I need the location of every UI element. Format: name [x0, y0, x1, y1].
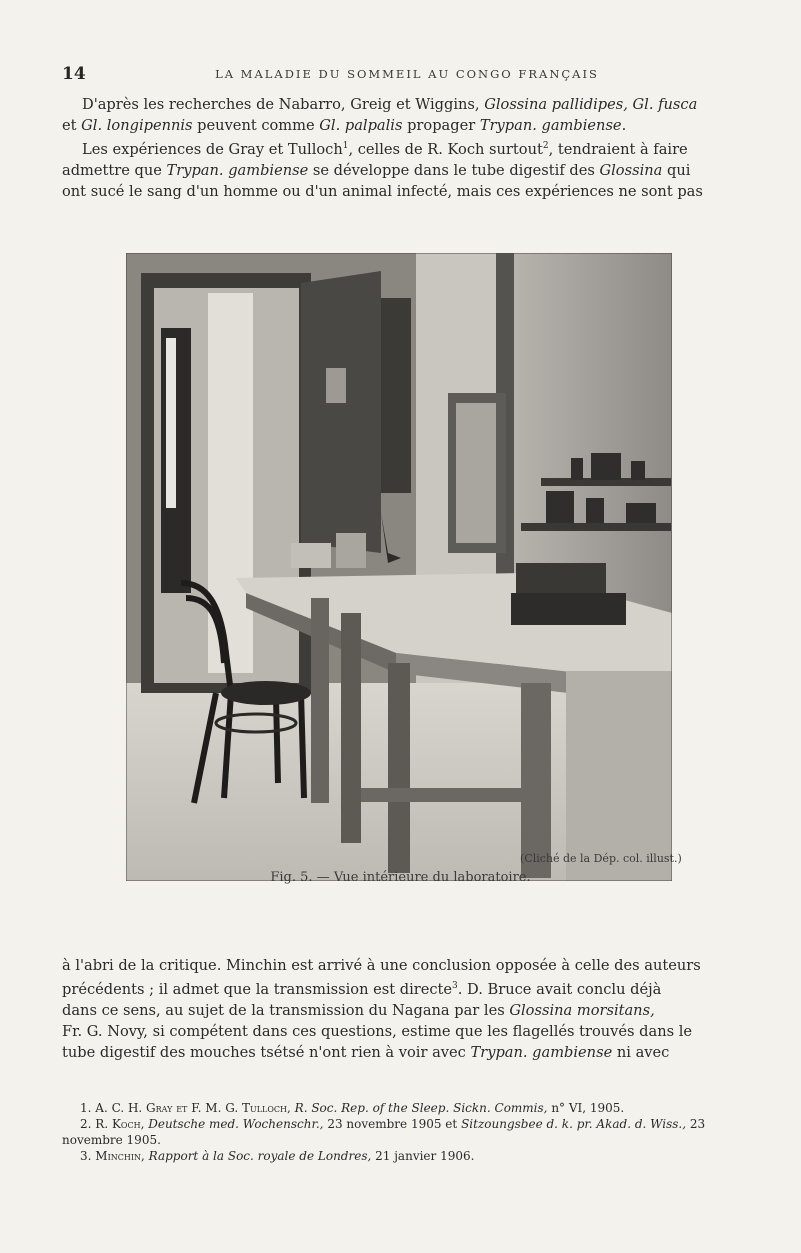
text-line: et Gl. longipennis peuvent comme Gl. palpalis propager Trypan. gambiense.	[62, 117, 627, 134]
running-head: LA MALADIE DU SOMMEIL AU CONGO FRANÇAIS	[215, 67, 599, 81]
text-line: ont sucé le sang d'un homme ou d'un animal infecté, mais ces expériences ne sont pas	[62, 182, 703, 200]
text-line: tube digestif des mouches tsétsé n'ont rien à voir avec Trypan. gambiense ni avec	[62, 1043, 670, 1061]
figure-caption	[0, 870, 801, 885]
text-line: Fr. G. Novy, si compétent dans ces questions, estime que les flagellés trouvés dans le	[62, 1022, 693, 1040]
paragraph-bottom	[62, 955, 754, 1063]
page-header	[62, 64, 752, 86]
footnote-2: 2. R. Koch, Deutsche med. Wochenschr., 23 novembre 1905 et Sitzoungsbee d. k. pr. Akad. d. Wiss., 23 novembre 1905.	[62, 1117, 706, 1147]
figure-caption-text: Vue intérieure du laboratoire.	[333, 870, 531, 885]
paragraph-top	[62, 94, 754, 202]
photo-credit: (Cliché de la Dép. col. illust.)	[520, 852, 682, 865]
laboratory-photograph	[126, 253, 672, 881]
text-line: à l'abri de la critique. Minchin est arrivé à une conclusion opposée à celle des auteurs	[62, 957, 701, 974]
text-line: admettre que Trypan. gambiense se développe dans le tube digestif des Glossina qui	[62, 161, 691, 179]
page-number: 14	[62, 64, 86, 84]
footnotes	[62, 1100, 754, 1164]
footnote-3: 3. Minchin, Rapport à la Soc. royale de Londres, 21 janvier 1906.	[80, 1149, 475, 1163]
text-line: Les expériences de Gray et Tulloch$^1$, celles de R. Koch surtout$^2$, tendraient à faire	[82, 140, 688, 158]
text-line: précédents ; il admet que la transmission est directe$^3$. D. Bruce avait conclu déjà	[62, 980, 662, 998]
text-line: dans ce sens, au sujet de la transmission du Nagana par les Glossina morsitans,	[62, 1001, 655, 1019]
laboratory-photo-illustration	[126, 253, 672, 881]
figure-label: Fig. 5. —	[270, 870, 330, 885]
text-line: D'après les recherches de Nabarro, Greig et Wiggins, Glossina pallidipes, Gl. fusca	[82, 96, 698, 113]
footnote-1: 1. A. C. H. Gray et F. M. G. Tulloch, R. Soc. Rep. of the Sleep. Sickn. Commis, n° VI, 1905.	[80, 1101, 625, 1115]
